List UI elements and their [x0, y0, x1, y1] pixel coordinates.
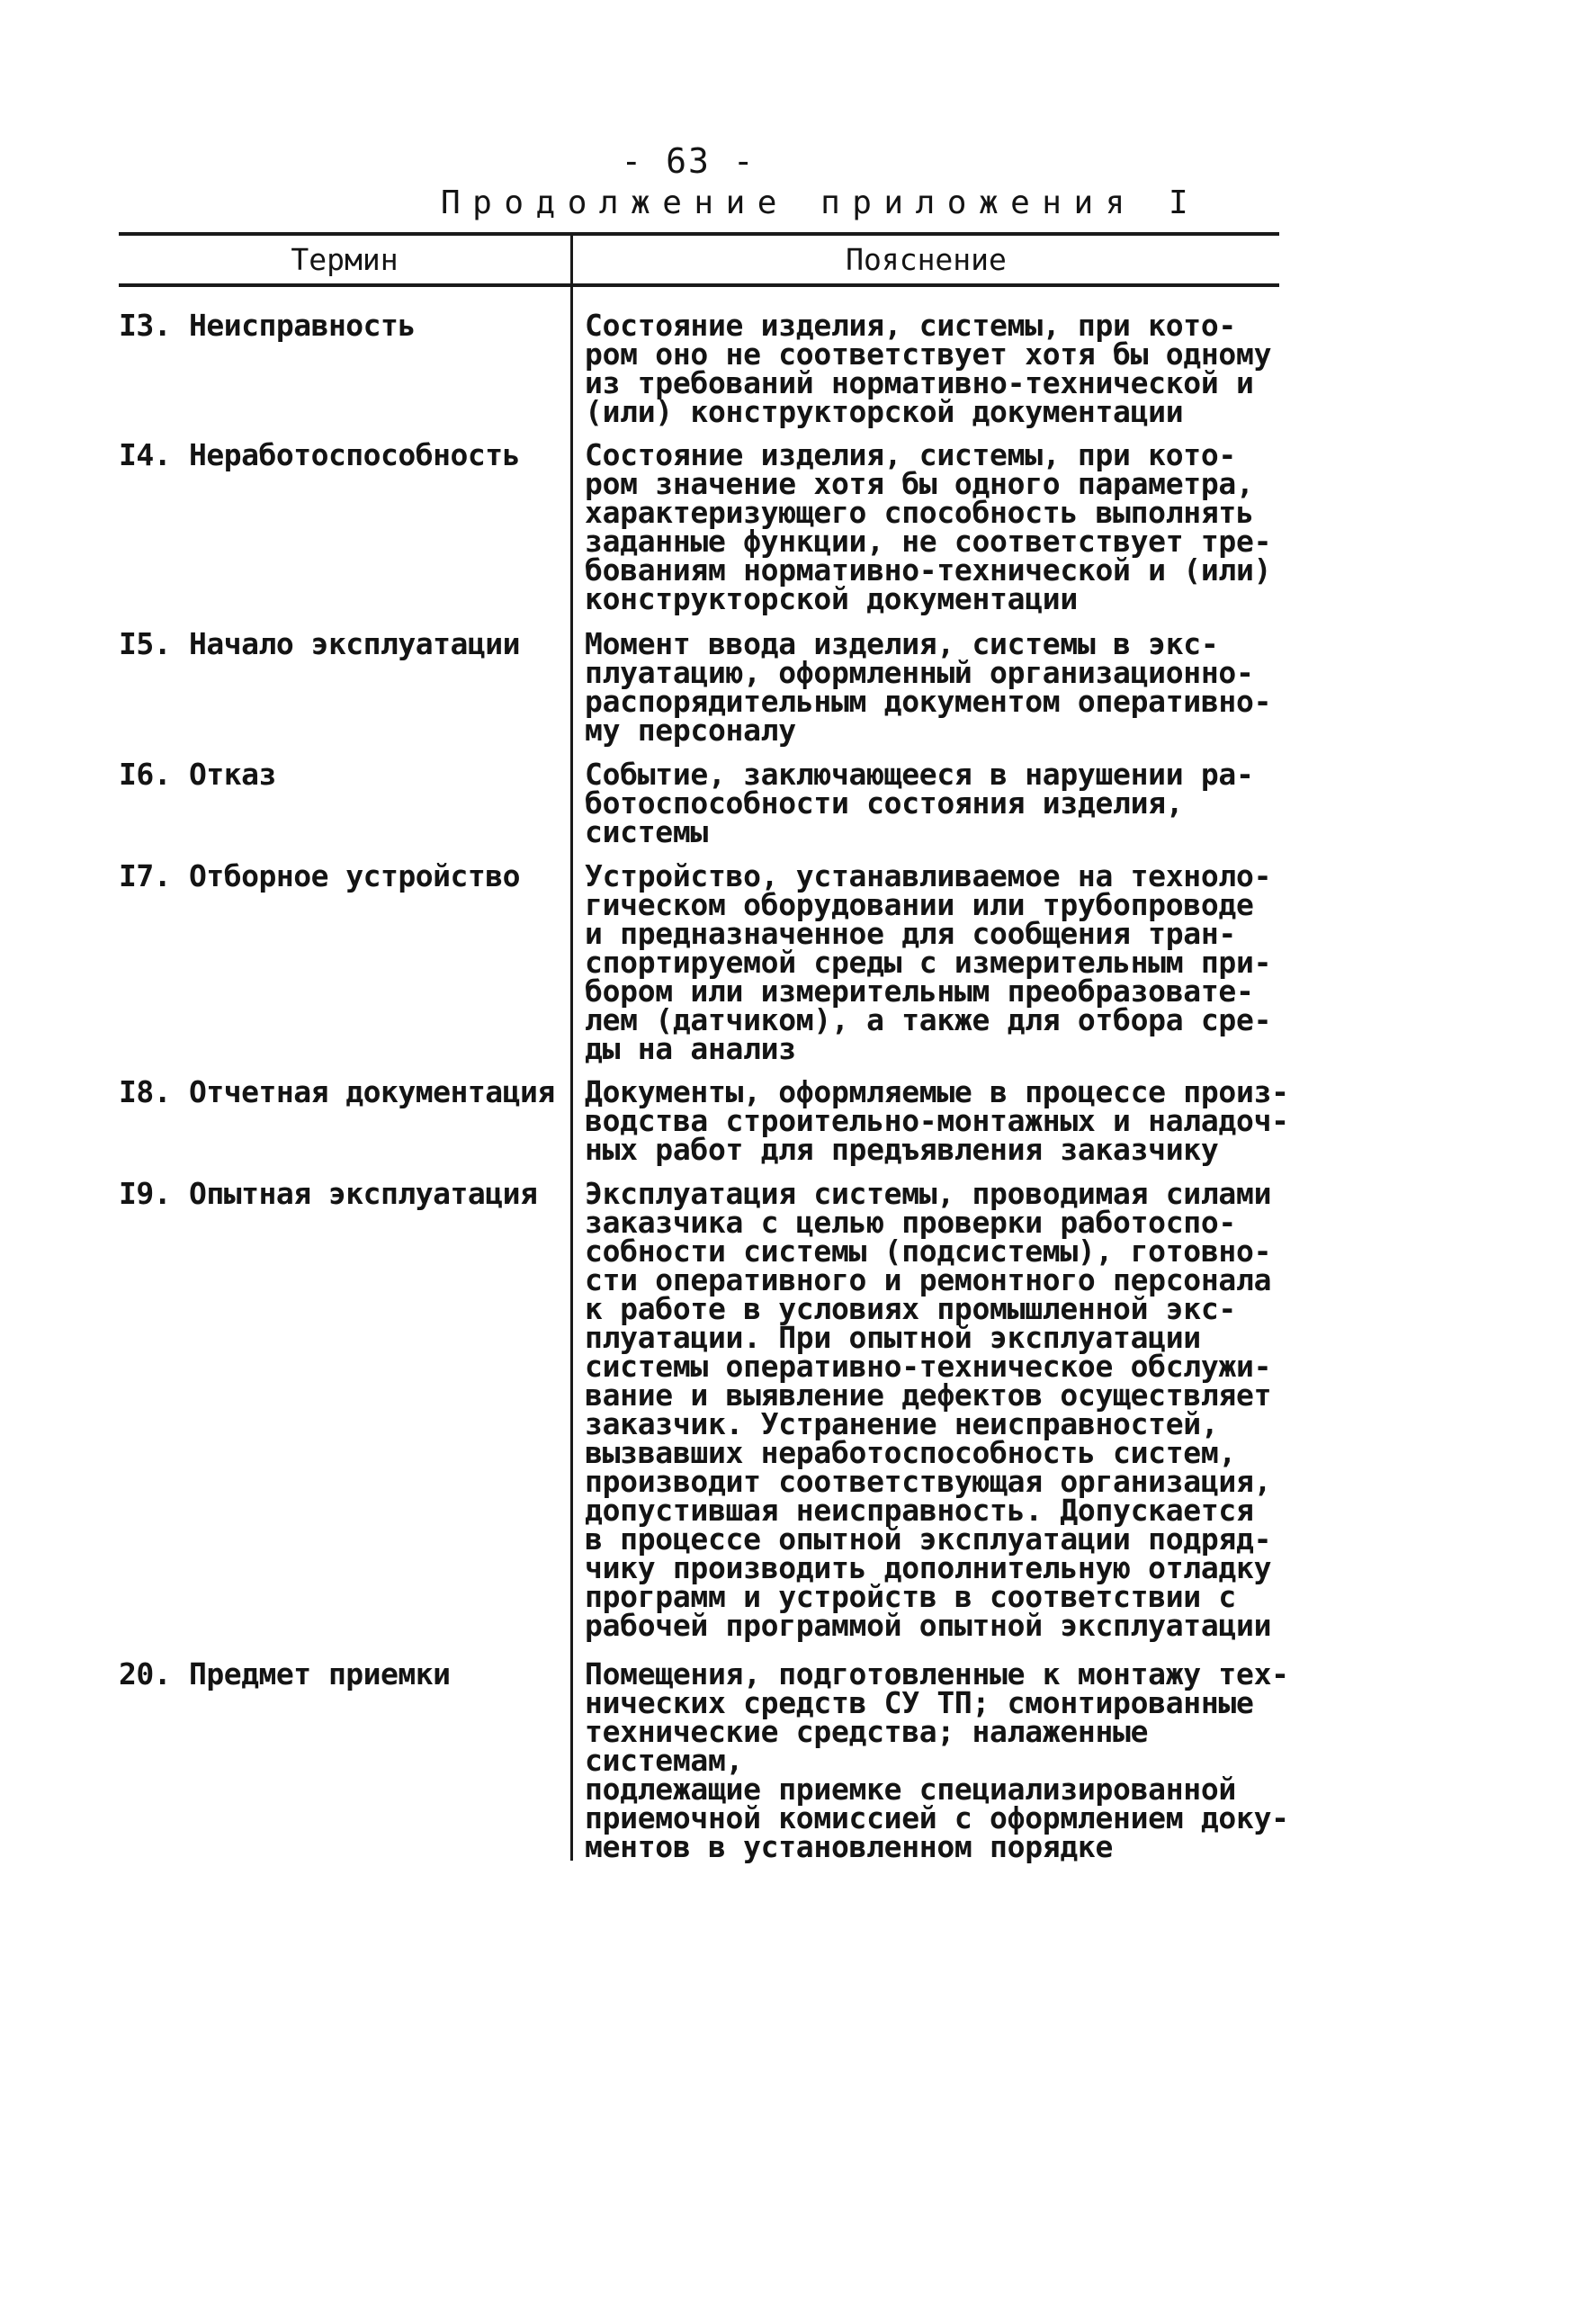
term-number: I4. — [119, 437, 172, 472]
explanation-cell: Момент ввода изделия, системы в экс- плуатацию, оформленный организационно- распорядительным документом оперативно- му персоналу — [585, 626, 1272, 748]
term-cell — [119, 308, 569, 343]
term-number: I9. — [119, 1176, 172, 1211]
term-text: Предмет приемки — [189, 1656, 451, 1691]
term-number: I8. — [119, 1074, 172, 1109]
explanation-cell: Состояние изделия, системы, при кото- ром оно не соответствует хотя бы одному из требований нормативно-технической и (или) конструкторской документации — [585, 308, 1272, 429]
term-number: I6. — [119, 757, 172, 792]
term-text: Начало эксплуатации — [189, 626, 520, 661]
term-cell — [119, 1176, 569, 1211]
term-cell — [119, 437, 569, 472]
table-header-rule — [119, 283, 1279, 287]
term-cell — [119, 858, 569, 893]
term-text: Неработоспособность — [189, 437, 520, 472]
explanation-cell: Состояние изделия, системы, при кото- ром значение хотя бы одного параметра, характеризующего способность выполнять заданные функции, не соответствует тре- бованиям нормативно-технической и (или) конструкторской документации — [585, 437, 1272, 616]
appendix-continuation-title: Продолжение приложения I — [441, 184, 1201, 221]
term-text: Отказ — [189, 757, 276, 792]
term-text: Опытная эксплуатация — [189, 1176, 538, 1211]
explanation-cell: Помещения, подготовленные к монтажу тех- нических средств СУ ТП; смонтированные технические средства; налаженные системам, подлежащие приемке специализированной приемочной комиссией с оформлением доку- ментов в установленном порядке — [585, 1656, 1289, 1864]
header-explanation: Пояснение — [846, 242, 1007, 277]
term-number: I5. — [119, 626, 172, 661]
term-cell — [119, 626, 569, 661]
term-cell — [119, 1074, 569, 1109]
explanation-cell: Событие, заключающееся в нарушении ра- ботоспособности состояния изделия, системы — [585, 757, 1254, 849]
term-number: I3. — [119, 308, 172, 343]
explanation-cell: Эксплуатация системы, проводимая силами заказчика с целью проверки работоспо- собности системы (подсистемы), готовно- сти оперативного и ремонтного персонала к работе в условиях промышленной экс- плуатации. При опытной эксплуатации системы оперативно-техническое обслужи- вание и выявление дефектов осуществляет заказчик. Устранение неисправностей, вызвавших неработоспособность систем, производит соответствующая организация, допустившая неисправность. Допускается в процессе опытной эксплуатации подряд- чику производить дополнительную отладку программ и устройств в соответствии с рабочей программой опытной эксплуатации — [585, 1176, 1272, 1643]
page-number: - 63 - — [621, 141, 756, 181]
explanation-cell: Устройство, устанавливаемое на техноло- гическом оборудовании или трубопроводе и предназначенное для сообщения тран- спортируемой среды с измерительным при- бором или измерительным преобразовате- лем (датчиком), а также для отбора сре- ды на анализ — [585, 858, 1272, 1066]
term-cell — [119, 1656, 569, 1691]
explanation-cell: Документы, оформляемые в процессе произ- водства строительно-монтажных и наладоч- ных работ для предъявления заказчику — [585, 1074, 1289, 1167]
term-number: I7. — [119, 858, 172, 893]
table-top-rule — [119, 232, 1279, 236]
header-term: Термин — [291, 242, 399, 277]
term-cell — [119, 757, 569, 792]
term-text: Неисправность — [189, 308, 416, 343]
term-text: Отчетная документация — [189, 1074, 555, 1109]
term-text: Отборное устройство — [189, 858, 520, 893]
column-divider — [570, 232, 573, 1861]
term-number: 20. — [119, 1656, 172, 1691]
